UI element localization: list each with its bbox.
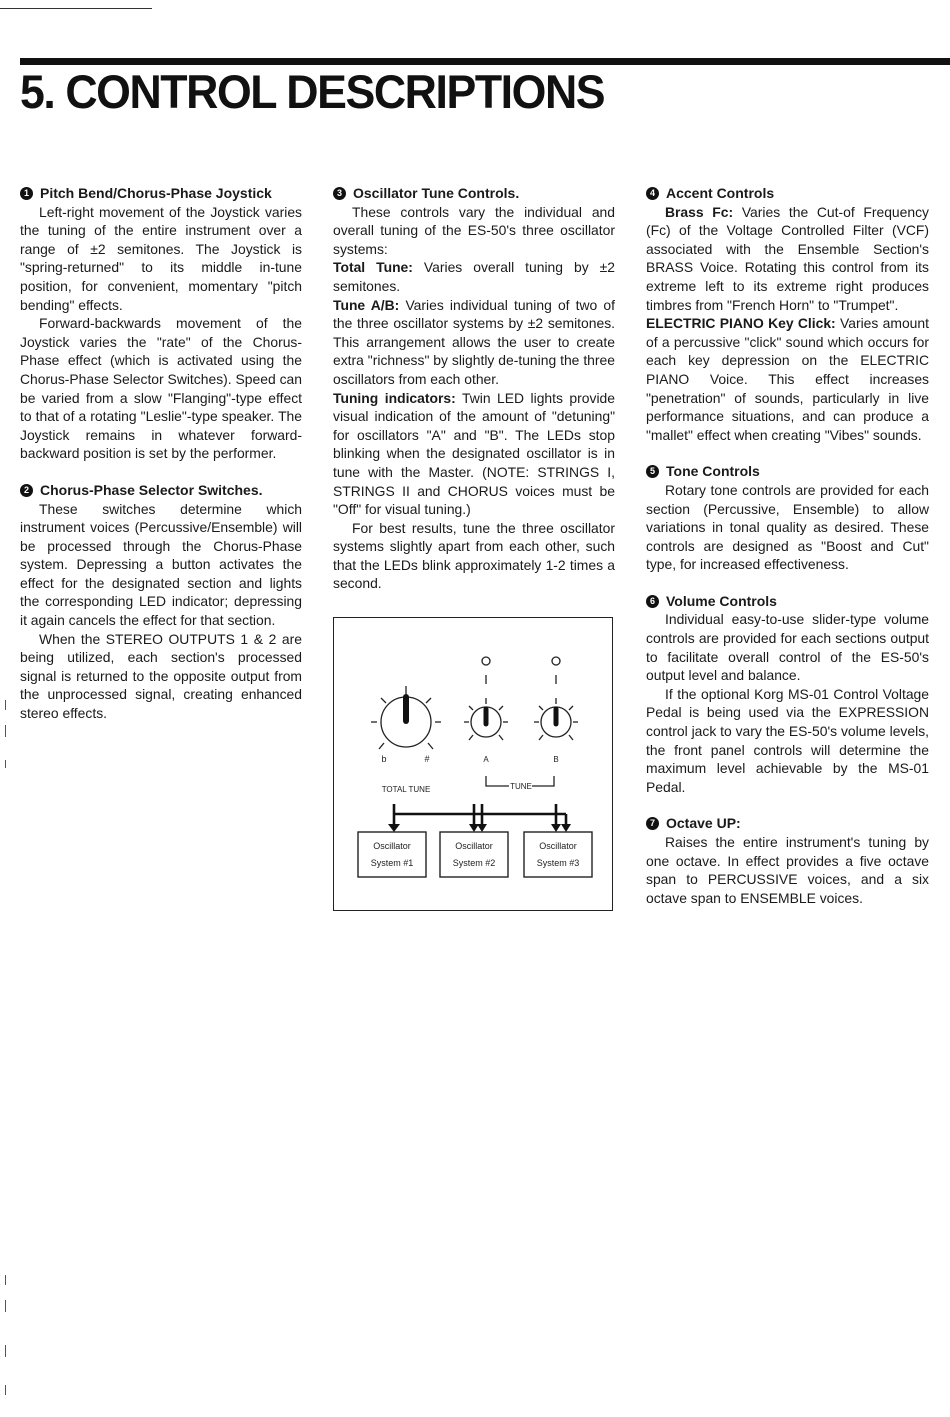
paragraph: When the STEREO OUTPUTS 1 & 2 are being utilized, each section's processed signal is returned to the opposite output from the unprocessed signal, creating enhanced stereo effects.	[20, 630, 302, 722]
section-tone-controls	[646, 462, 929, 574]
oscillator-label-1: Oscillator	[373, 841, 411, 852]
number-badge: 3	[333, 187, 346, 200]
number-badge: 2	[20, 484, 33, 497]
tune-bracket-left	[486, 776, 509, 786]
heading-text: Tone Controls	[666, 463, 760, 480]
paragraph-tune-ab	[333, 296, 615, 389]
section-heading	[646, 814, 929, 833]
lead-text: ELECTRIC PIANO Key Click:	[646, 315, 836, 332]
system-label-2: System #2	[452, 858, 496, 869]
section-chorus-phase	[20, 481, 302, 723]
section-heading	[333, 184, 615, 203]
section-heading	[646, 592, 929, 611]
section-oscillator-tune	[333, 184, 615, 593]
oscillator-label-2: Oscillator	[455, 841, 493, 852]
paragraph: These controls vary the individual and overall tuning of the ES-50's three oscillator systems:	[333, 203, 615, 257]
margin-mark	[5, 1345, 6, 1357]
paragraph: These switches determine which instrument voices (Percussive/Ensemble) will be processed through the Chorus-Phase system. Depressing a button activates the effect for the designated section and lights the corresponding LED indicator; depressing it again cancels the effect for that section.	[20, 500, 302, 629]
section-heading	[646, 184, 929, 203]
tune-bracket-right	[532, 776, 554, 786]
column-2	[333, 184, 615, 911]
tuning-diagram	[333, 617, 613, 911]
total-tune-knob-icon	[371, 686, 441, 749]
body-text: Varies overall tuning by ±2 semitones.	[333, 259, 615, 294]
section-heading	[20, 481, 302, 500]
paragraph-key-click	[646, 314, 929, 444]
heading-text: Pitch Bend/Chorus-Phase Joystick	[40, 185, 272, 201]
lead-text: Tuning indicators:	[333, 389, 456, 406]
tune-label: TUNE	[510, 782, 532, 792]
heading-text: Volume Controls	[666, 592, 777, 609]
paragraph: If the optional Korg MS-01 Control Voltage Pedal is being used via the EXPRESSION control jack to vary the ES-50's volume levels, the front panel controls will determine the maximum level achievable by the MS-01 Pedal.	[646, 685, 929, 795]
tune-a-label: A	[483, 755, 489, 765]
paragraph-brass-fc	[646, 203, 929, 315]
lead-text: Tune A/B:	[333, 296, 400, 313]
top-rule	[0, 8, 152, 9]
total-tune-label: TOTAL TUNE	[381, 785, 431, 795]
margin-mark	[5, 760, 6, 768]
section-joystick	[20, 184, 302, 463]
led-a-icon	[482, 657, 490, 665]
margin-mark	[5, 1385, 6, 1395]
paragraph: Left-right movement of the Joystick varies the tuning of the entire instrument over a range of ±2 semitones. The Joystick is "spring-returned" to its middle in-tune position, for convenient, momentary "pitch bending" effects.	[20, 203, 302, 313]
section-accent-controls	[646, 184, 929, 444]
number-badge: 6	[646, 595, 659, 608]
column-1	[20, 184, 302, 741]
paragraph-total-tune	[333, 258, 615, 295]
body-text: Varies amount of a percussive "click" sound which occurs for each key depression on the ELECTRIC PIANO Voice. This effect increases "penetration" of sounds, particularly in live performance situations, and can produce a "mallet" effect when creating "Vibes" sounds.	[646, 315, 929, 443]
margin-mark	[5, 725, 6, 737]
margin-mark	[5, 1300, 6, 1312]
sharp-label: #	[424, 754, 430, 765]
heading-text: Chorus-Phase Selector Switches.	[40, 481, 263, 498]
paragraph: Forward-backwards movement of the Joystick varies the "rate" of the Chorus-Phase effect (which is activated using the Chorus-Phase Selector Switches). Speed can be varied from a slow "Flanging"-type effect to that of a rotating "Leslie"-type speaker. The Joystick remains in whatever forward-backward position is set by the performer.	[20, 315, 302, 462]
tune-a-knob-icon	[464, 698, 508, 740]
body-text: Varies individual tuning of two of the three oscillator systems by ±2 semitones. This arrangement allows the user to create extra "richness" by slightly de-tuning the three oscillators from each other.	[333, 296, 615, 387]
tuning-diagram-drawing	[334, 618, 614, 912]
lead-text: Total Tune:	[333, 259, 413, 276]
body-text: Twin LED lights provide visual indication of the amount of "detuning" for oscillators "A" and "B". The LEDs stop blinking when the designated oscillator is in tune with the Master. (NOTE: STRINGS I, STRINGS II and CHORUS voices must be "Off" for visual tuning.)	[333, 389, 615, 518]
number-badge: 4	[646, 187, 659, 200]
number-badge: 7	[646, 817, 659, 830]
lead-text: Brass Fc:	[665, 203, 734, 220]
tune-b-knob-icon	[534, 698, 578, 740]
oscillator-box-2	[440, 832, 508, 877]
oscillator-box-3	[524, 832, 592, 877]
margin-mark	[5, 1275, 6, 1285]
section-heading	[20, 184, 302, 203]
paragraph-tuning-indicators	[333, 389, 615, 519]
heading-text: Octave UP:	[666, 815, 741, 832]
oscillator-label-3: Oscillator	[539, 841, 577, 852]
led-b-icon	[552, 657, 560, 665]
paragraph: Rotary tone controls are provided for each section (Percussive, Ensemble) to allow variations in tonal quality as desired. These controls are designed as "Boost and Cut" type, for increased effectiveness.	[646, 481, 929, 573]
heading-text: Oscillator Tune Controls.	[353, 185, 520, 201]
paragraph: Raises the entire instrument's tuning by one octave. In effect provides a five octave span to PERCUSSIVE voices, and a six octave span to ENSEMBLE voices.	[646, 834, 929, 906]
signal-arrows	[388, 824, 571, 832]
body-text: Varies the Cut-of Frequency (Fc) of the Voltage Controlled Filter (VCF) associated with the Ensemble Section's BRASS Voice. Rotating this control from its extreme left to its extreme right produces timbres from "French Horn" to "Trumpet".	[646, 203, 929, 313]
number-badge: 1	[20, 187, 33, 200]
heading-text: Accent Controls	[666, 185, 775, 201]
number-badge: 5	[646, 465, 659, 478]
section-volume-controls	[646, 592, 929, 797]
flat-label: b	[381, 754, 387, 765]
section-octave-up	[646, 814, 929, 907]
page-title: 5. CONTROL DESCRIPTIONS	[20, 65, 605, 118]
column-3	[646, 184, 929, 925]
system-label-1: System #1	[370, 858, 414, 869]
paragraph: Individual easy-to-use slider-type volume controls are provided for each sections output to facilitate overall control of the ES-50's output level and balance.	[646, 611, 929, 684]
section-heading	[646, 462, 929, 481]
paragraph: For best results, tune the three oscillator systems slightly apart from each other, such that the LEDs blink approximately 1-2 times a second.	[333, 519, 615, 592]
margin-mark	[5, 700, 6, 710]
tune-b-label: B	[553, 755, 559, 765]
oscillator-box-1	[358, 832, 426, 877]
system-label-3: System #3	[536, 858, 580, 869]
